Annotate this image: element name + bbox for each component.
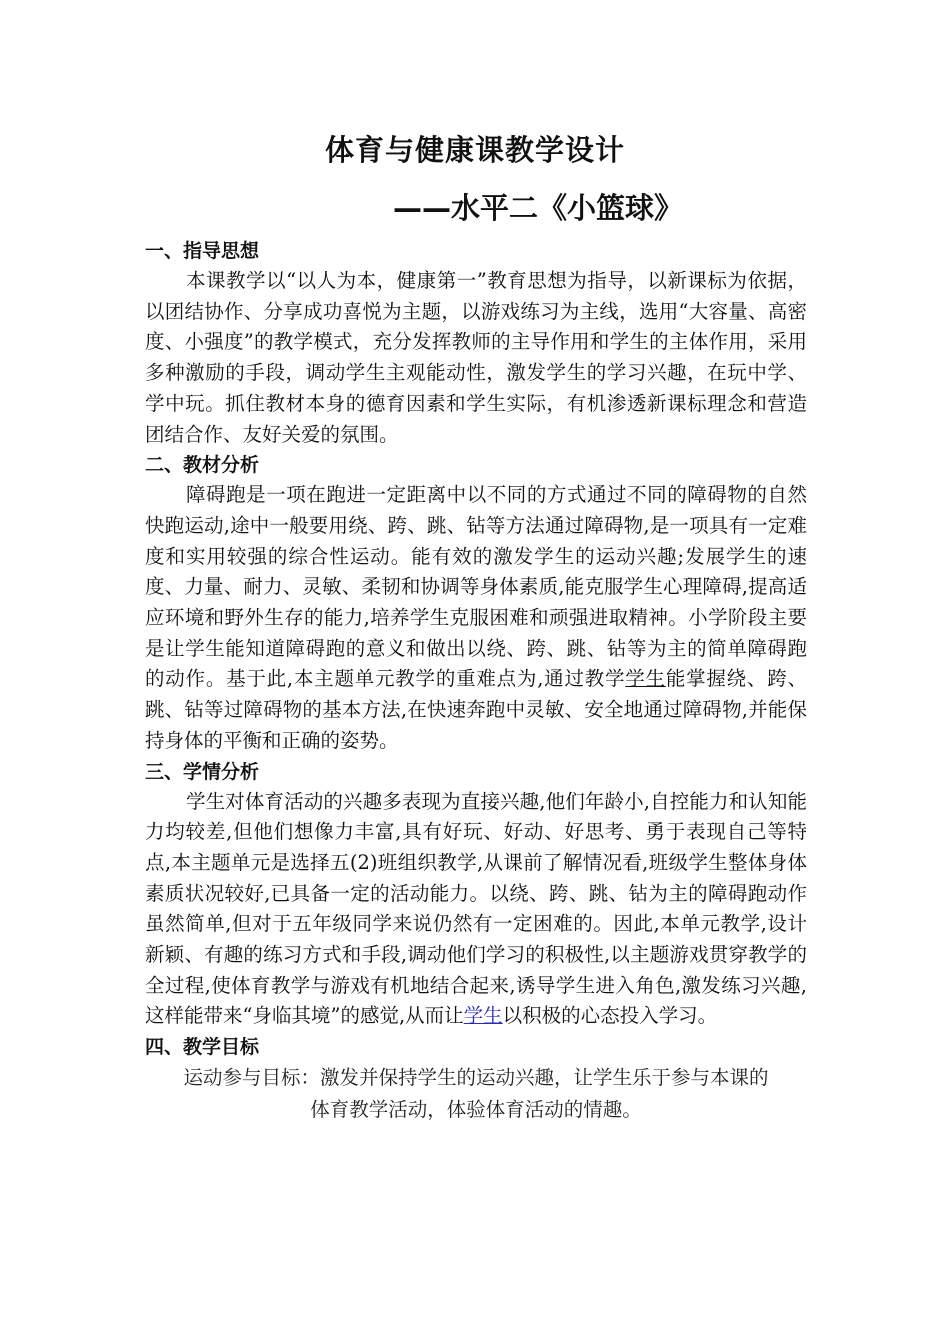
section-paragraph-guiding-ideology: 本课教学以“以人为本，健康第一”教育思想为指导，以新课标为依据，以团结协作、分享成功喜悦为主题，以游戏练习为主线，选用“大容量、高密度、小强度”的教学模式，充分发挥教师的主导作用和学生的主体作用，采用多种激励的手段，调动学生主观能动性，激发学生的学习兴趣，在玩中学、学中玩。抓住教材本身的德育因素和学生实际，有机渗透新课标理念和营造团结合作、友好关爱的氛围。 — [145, 269, 807, 446]
underlined-word: 学生 — [625, 667, 666, 691]
paragraph-text: 能掌握绕、跨、跳、钻等过障碍物的基本方法,在快速奔跑中灵敏、安全地通过障碍物,并能保持身体的平衡和正确的姿势。 — [145, 667, 807, 752]
student-link[interactable]: 学生 — [463, 1004, 503, 1028]
section-paragraph-material-analysis — [145, 480, 807, 756]
document-subtitle: ——水平二《小篮球》 — [393, 191, 684, 225]
document-body — [145, 236, 807, 1126]
section-heading-teaching-goals: 四、教学目标 — [145, 1036, 260, 1059]
section-heading-material-analysis: 二、教材分析 — [145, 454, 260, 477]
goal-line-1: 运动参与目标：激发并保持学生的运动兴趣，让学生乐于参与本课的 — [183, 1066, 769, 1090]
document-title: 体育与健康课教学设计 — [324, 133, 625, 167]
section-heading-guiding-ideology: 一、指导思想 — [145, 240, 260, 262]
paragraph-text: 以积极的心态投入学习。 — [502, 1004, 718, 1028]
section-paragraph-student-analysis — [145, 787, 807, 1033]
paragraph-text: 学生对体育活动的兴趣多表现为直接兴趣,他们年龄小,自控能力和认知能力均较差,但他们想像力丰富,具有好玩、好动、好思考、勇于表现自己等特点,本主题单元是选择五(2)班组织教学,从课前了解情况看,班级学生整体身体素质状况较好,已具备一定的活动能力。以绕、跨、跳、钻为主的障碍跑动作虽然简单,但对于五年级同学来说仍然有一定困难的。因此,本单元教学,设计新颖、有趣的练习方式和手段,调动他们学习的积极性,以主题游戏贯穿教学的全过程,使体育教学与游戏有机地结合起来,诱导学生进入角色,激发练习兴趣,这样能带来“身临其境”的感觉,从而让 — [145, 789, 807, 1028]
section-heading-student-analysis: 三、学情分析 — [145, 760, 260, 783]
goal-line-2: 体育教学活动，体验体育活动的情趣。 — [310, 1098, 642, 1122]
paragraph-text: 障碍跑是一项在跑进一定距离中以不同的方式通过不同的障碍物的自然快跑运动,途中一般要用绕、跨、跳、钻等方法通过障碍物,是一项具有一定难度和实用较强的综合性运动。能有效的激发学生的运动兴趣;发展学生的速度、力量、耐力、灵敏、柔韧和协调等身体素质,能克服学生心理障碍,提高适应环境和野外生存的能力,培养学生克服困难和顽强进取精神。小学阶段主要是让学生能知道障碍跑的意义和做出以绕、跨、跳、钻等为主的简单障碍跑的动作。基于此,本主题单元教学的重难点为,通过教学 — [145, 483, 807, 691]
